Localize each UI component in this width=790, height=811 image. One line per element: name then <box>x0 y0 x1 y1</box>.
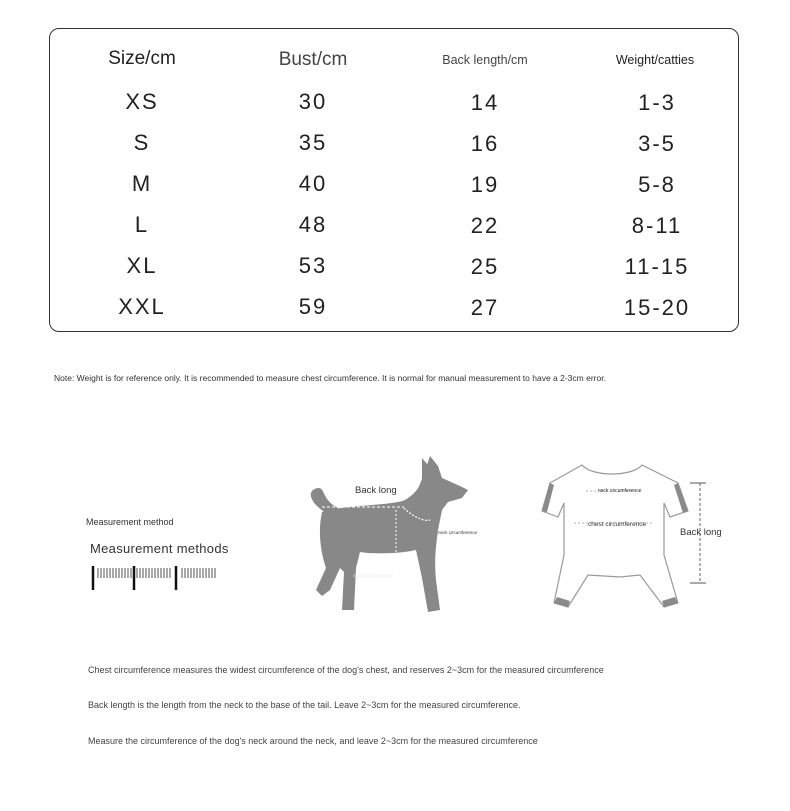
table-cell: 3-5 <box>638 131 676 156</box>
garment-outline-icon <box>542 465 688 607</box>
table-cell: 48 <box>298 212 328 237</box>
dog-chest-label: chest circumference <box>353 573 394 578</box>
table-cell: L <box>134 212 150 237</box>
garment-back-long-label: Back long <box>680 527 722 538</box>
size-chart-table <box>49 28 739 332</box>
dog-measurement-diagram <box>300 450 490 620</box>
dog-neck-label: neck circumference <box>438 530 478 535</box>
neck-description: Measure the circumference of the dog's neck around the neck, and leave 2~3cm for the measured circumference <box>88 736 538 746</box>
tape-measure-icon <box>90 564 220 592</box>
table-cell: 19 <box>470 172 500 197</box>
table-cell: 1-3 <box>638 90 676 115</box>
chest-description: Chest circumference measures the widest circumference of the dog's chest, and reserves 2~3cm for the measured circumference <box>88 665 604 675</box>
table-cell: 15-20 <box>623 295 691 320</box>
table-cell: 40 <box>298 171 328 196</box>
table-cell: XS <box>125 89 159 114</box>
back-length-description: Back length is the length from the neck to the base of the tail. Leave 2~3cm for the measured circumference. <box>88 700 521 710</box>
table-cell: 53 <box>298 253 328 278</box>
header-back-length: Back length/cm <box>442 53 528 67</box>
table-cell: M <box>131 171 153 196</box>
table-cell: 14 <box>470 90 500 115</box>
reference-note: Note: Weight is for reference only. It is recommended to measure chest circumference. It is normal for manual measurement to have a 2-3cm error. <box>54 373 606 383</box>
table-cell: XL <box>126 253 158 278</box>
table-cell: S <box>133 130 151 155</box>
table-cell: 11-15 <box>624 254 690 279</box>
table-cell: XXL <box>118 294 166 319</box>
table-cell: 8-11 <box>631 213 683 238</box>
measurement-method-label: Measurement method <box>86 517 174 527</box>
garment-neck-label: neck circumference <box>598 488 642 494</box>
table-cell: 35 <box>298 130 328 155</box>
table-cell: 22 <box>470 213 500 238</box>
table-cell: 5-8 <box>638 172 676 197</box>
table-cell: 25 <box>470 254 500 279</box>
dog-back-long-label: Back long <box>355 485 397 496</box>
header-bust: Bust/cm <box>278 49 348 70</box>
table-cell: 16 <box>470 131 500 156</box>
table-cell: 59 <box>298 294 328 319</box>
table-cell: 27 <box>470 295 500 320</box>
garment-chest-label: chest circumference <box>588 521 647 528</box>
header-weight: Weight/catties <box>615 53 695 67</box>
measurement-methods-label: Measurement methods <box>90 541 229 556</box>
header-size: Size/cm <box>108 48 176 69</box>
table-cell: 30 <box>298 89 328 114</box>
